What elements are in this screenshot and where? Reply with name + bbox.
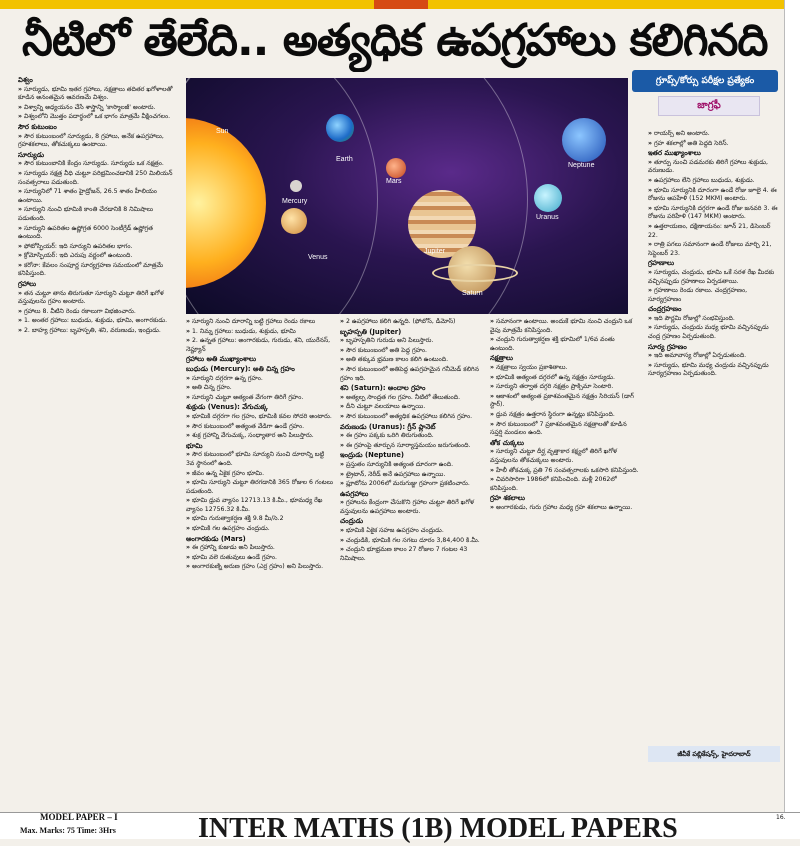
neptune-graphic — [562, 118, 606, 162]
body-paragraph: » క్రోమోస్ఫియర్: ఇది ఎరుపు వర్ణంలో ఉంటుంది. — [18, 252, 178, 261]
section-heading: ఇంద్రుడు (Neptune) — [340, 451, 404, 460]
body-paragraph: » చంద్రుడికి, భూమికి గల సగటు దూరం 3,84,400 కి.మీ. — [340, 537, 484, 546]
body-paragraph: » నక్షత్రాలు స్వయం ప్రకాశితాలు. — [490, 364, 640, 373]
article-column-5 — [648, 130, 780, 742]
article-column-1 — [18, 76, 178, 810]
section-heading: గ్రహాలు — [18, 280, 37, 289]
body-paragraph: » కరోనా: కేవలం సంపూర్ణ సూర్యగ్రహణ సమయంలో మాత్రమే కనిపిస్తుంది. — [18, 262, 178, 279]
body-paragraph: » హేలీ తోకచుక్క ప్రతి 76 సంవత్సరాలకు ఒకసారి కనిపిస్తుంది. — [490, 467, 640, 476]
page-number: 16. — [776, 814, 786, 821]
section-heading: గ్రహాలు అతి ముఖ్యాంశాలు — [186, 355, 257, 364]
section-heading: చంద్రుడు — [340, 517, 364, 526]
section-heading: సౌర కుటుంబం — [18, 122, 57, 131]
body-paragraph: » సౌర కుటుంబానికి కేంద్రం సూర్యుడు. సూర్యుడు ఒక నక్షత్రం. — [18, 160, 178, 169]
saturn-label: Saturn — [462, 290, 483, 297]
body-paragraph: » భూమికి దగ్గరగా గల గ్రహం, భూమికి కవల సోదరి అంటారు. — [186, 413, 334, 422]
section-heading: చంద్రగ్రహణం — [648, 305, 682, 314]
body-paragraph: » ఈ గ్రహంపై తూర్పున సూర్యాస్తమయం జరుగుతుంది. — [340, 442, 484, 451]
body-paragraph: » సూర్యుని చుట్టూ అత్యంత వేగంగా తిరిగే గ్రహం. — [186, 394, 334, 403]
section-heading: బృహస్పతి (Jupiter) — [340, 327, 402, 336]
body-paragraph: » సూర్యుడు నక్షత్ర వీధి చుట్టూ పరిభ్రమించడానికి 250 మిలియన్ సంవత్సరాలు పడుతుంది. — [18, 170, 178, 187]
body-paragraph: » భూమికి అత్యంత దగ్గరలో ఉన్న నక్షత్రం సూర్యుడు. — [490, 374, 640, 383]
body-paragraph: » సౌర కుటుంబంలో అత్యధిక ఉపగ్రహాలు కలిగిన గ్రహం. — [340, 413, 484, 422]
body-paragraph: » గ్రహాలు 8. వీటిని రెండు రకాలుగా విభజించారు. — [18, 308, 178, 317]
body-paragraph: » భూమికి గల ఉపగ్రహం చంద్రుడు. — [186, 525, 334, 534]
body-paragraph: » సమానంగా ఉంటాయి. అందుకే భూమి నుంచి చంద్రుని ఒక వైపు మాత్రమే కనిపిస్తుంది. — [490, 318, 640, 335]
section-heading: శని (Saturn): అందాల గ్రహం — [340, 384, 426, 393]
body-paragraph: » ఇది పౌర్ణమి రోజుల్లో సంభవిస్తుంది. — [648, 315, 780, 324]
sun-label: Sun — [216, 128, 229, 135]
body-paragraph: » సూర్యుని ఉపరితల ఉష్ణోగ్రత 6000 సెంటీగ్రేడ్ ఉష్ణోగ్రత ఉంటుంది. — [18, 225, 178, 242]
venus-label: Venus — [308, 254, 328, 261]
mars-label: Mars — [386, 178, 402, 185]
body-paragraph: » సౌర కుటుంబంలో సూర్యుడు, 8 గ్రహాలు, అనేక ఉపగ్రహాలు, గ్రహశకలాలు, తోకచుక్కలు ఉంటాయి. — [18, 133, 178, 150]
section-heading: తోక చుక్కలు — [490, 438, 524, 447]
body-paragraph: » భూమికి ఏకైక సహజ ఉపగ్రహం చంద్రుడు. — [340, 527, 484, 536]
body-paragraph: » ప్రస్తుతం సూర్యునికి అత్యంత దూరంగా ఉంది. — [340, 461, 484, 470]
body-paragraph: » సూర్యుని నుంచి భూమికి కాంతి చేరడానికి 8 నిమిషాలు పడుతుంది. — [18, 206, 178, 223]
article-headline: నీటిలో తేలేది.. అత్యధిక ఉపగ్రహాలు కలిగినది — [22, 15, 768, 66]
body-paragraph: » గ్రహాలను కేంద్రంగా చేసుకొని గ్రహాల చుట్టూ తిరిగే ఖగోళ వస్తువులను ఉపగ్రహాలు అంటారు. — [340, 499, 484, 516]
body-paragraph: » ధ్రువ నక్షత్రం ఉత్తరాన స్థిరంగా ఉన్నట్లు కనిపిస్తుంది. — [490, 411, 640, 420]
saturn-ring-graphic — [432, 264, 518, 282]
model-paper-label: MODEL PAPER – I — [40, 812, 118, 822]
body-paragraph: » అతి తక్కువ భ్రమణ కాలం కలిగి ఉంటుంది. — [340, 356, 484, 365]
body-paragraph: » సౌర కుటుంబంలో అతి పెద్ద గ్రహం. — [340, 347, 484, 356]
body-paragraph: » చంద్రుని గురుత్వాకర్షణ శక్తి భూమిలో 1/6వ వంతు ఉంటుంది. — [490, 336, 640, 353]
neptune-label: Neptune — [568, 162, 595, 169]
uranus-graphic — [534, 184, 562, 212]
body-paragraph: » ఫోటోస్ఫియర్: ఇది సూర్యుని ఉపరితల భాగం. — [18, 243, 178, 252]
body-paragraph: » సౌర కుటుంబంలో అతిపెద్ద ఉపగ్రహమైన గనీమెడ్ కలిగిన గ్రహం ఇది. — [340, 366, 484, 383]
body-paragraph: » అంగారకుడు, గురు గ్రహాల మధ్య గ్రహ శకలాలు ఉన్నాయి. — [490, 504, 640, 513]
section-heading: వరుణుడు (Uranus): గ్రీన్ ప్లానెట్ — [340, 422, 436, 431]
body-paragraph: » 1. నిమ్న గ్రహాలు: బుధుడు, శుక్రుడు, భూమి — [186, 328, 334, 337]
venus-graphic — [281, 208, 307, 234]
section-heading: సూర్యుడు — [18, 150, 45, 159]
mercury-graphic — [290, 180, 302, 192]
subject-badge: జాగ్రఫీ — [658, 96, 760, 116]
article-column-3 — [340, 318, 484, 810]
body-paragraph: » అంగారకుణ్ని అరుణ గ్రహం (ఎర్ర గ్రహం) అని పిలుస్తారు. — [186, 563, 334, 572]
mars-graphic — [386, 158, 406, 178]
max-marks-label: Max. Marks: 75 Time: 3Hrs — [20, 826, 116, 835]
section-heading: అంగారకుడు (Mars) — [186, 534, 246, 543]
section-heading: ఉపగ్రహాలు — [340, 489, 369, 498]
body-paragraph: » ఈ గ్రహాన్ని కుజుడు అని పిలుస్తారు. — [186, 544, 334, 553]
article-column-4 — [490, 318, 640, 810]
body-paragraph: » ఉపగ్రహాలు లేని గ్రహాలు బుధుడు, శుక్రుడు. — [648, 177, 780, 186]
body-paragraph: » ఆకాశంలో అత్యంత ప్రకాశవంతమైన నక్షత్రం సిరియస్ (డాగ్ స్టార్). — [490, 393, 640, 410]
body-paragraph: » 1. అంతర గ్రహాలు: బుధుడు, శుక్రుడు, భూమి, అంగారకుడు. — [18, 317, 178, 326]
body-paragraph: » సూర్యుడు, భూమి మధ్య చంద్రుడు వచ్చినప్పుడు సూర్యగ్రహణం ఏర్పడుతుంది. — [648, 362, 780, 379]
section-heading: ఇతర ముఖ్యాంశాలు — [648, 149, 701, 158]
body-paragraph: » ఇది అమావాస్య రోజుల్లో ఏర్పడుతుంది. — [648, 352, 780, 361]
jupiter-label: Jupiter — [424, 248, 446, 255]
body-paragraph: » ఉత్తరాయణం, దక్షిణాయనం: జూన్ 21, డిసెంబర్ 22. — [648, 223, 780, 240]
adjacent-page-strip — [784, 0, 800, 838]
body-paragraph: » సూర్యుడు, చంద్రుడు, భూమి ఒకే సరళ రేఖ మీదకు వచ్చినప్పుడు గ్రహణాలు ఏర్పడతాయి. — [648, 269, 780, 286]
uranus-label: Uranus — [536, 214, 559, 221]
body-paragraph: » సౌర కుటుంబంలో 7 ప్రకాశవంతమైన నక్షత్రాలతో కూడిన సప్తర్షి మండలం ఉంది. — [490, 421, 640, 438]
exam-special-banner: గ్రూప్స్/కోర్సు పరీక్షల ప్రత్యేకం — [632, 70, 778, 92]
body-paragraph: » ప్లూటోను 2006లో మరుగుజ్జు గ్రహంగా ప్రకటించారు. — [340, 480, 484, 489]
body-paragraph: » సూర్యునిలో 71 శాతం హైడ్రోజన్, 26.5 శాతం హీలియం ఉంటాయి. — [18, 188, 178, 205]
body-paragraph: » సూర్యుని నుంచి దూరాన్ని బట్టి గ్రహాలు రెండు రకాలు — [186, 318, 334, 327]
section-heading: బుధుడు (Mercury): అతి చిన్న గ్రహం — [186, 364, 295, 373]
section-heading: భూమి — [186, 441, 203, 450]
body-paragraph: » సూర్యుని చుట్టూ దీర్ఘ వృత్తాకార కక్ష్యలో తిరిగే ఖగోళ వస్తువులను తోకచుక్కలు అంటారు. — [490, 448, 640, 465]
body-paragraph: » తూర్పు నుంచి పడమరకు తిరిగే గ్రహాలు శుక్రుడు, వరుణుడు. — [648, 159, 780, 176]
article-column-2 — [186, 318, 334, 810]
body-paragraph: » చివరిసారిగా 1986లో కనిపించింది. మళ్లీ 2062లో కనిపిస్తుంది. — [490, 476, 640, 493]
body-paragraph: » జీవం ఉన్న ఏకైక గ్రహం భూమి. — [186, 470, 334, 479]
body-paragraph: » తన చుట్టూ తాను తిరుగుతూ సూర్యుని చుట్టూ తిరిగే ఖగోళ వస్తువులను గ్రహం అంటారు. — [18, 290, 178, 307]
body-paragraph: » అత్యల్ప సాంద్రత గల గ్రహం. నీటిలో తేలుతుంది. — [340, 394, 484, 403]
section-heading: నక్షత్రాలు — [490, 354, 513, 363]
body-paragraph: » సౌర కుటుంబంలో అత్యంత వేడిగా ఉండే గ్రహం. — [186, 423, 334, 432]
body-paragraph: » శుక్ర గ్రహాన్ని వేగుచుక్క, సంధ్యాతార అని పిలుస్తారు. — [186, 432, 334, 441]
body-paragraph: » ఈ గ్రహం పక్కకు ఒరిగి తిరుగుతుంది. — [340, 432, 484, 441]
body-paragraph: » బృహస్పతిని గురుడు అని పిలుస్తారు. — [340, 337, 484, 346]
body-paragraph: » భూమి గురుత్వాకర్షణ శక్తి 9.8 మీ/సె.2 — [186, 515, 334, 524]
body-paragraph: » దీని చుట్టూ వలయాలు ఉన్నాయి. — [340, 403, 484, 412]
body-paragraph: » 2 ఉపగ్రహాలు కలిగి ఉన్నది. (ఫోబోస్, డీమోస్) — [340, 318, 484, 327]
body-paragraph: » 2. బాహ్య గ్రహాలు: బృహస్పతి, శని, వరుణుడు, ఇంద్రుడు. — [18, 327, 178, 336]
mercury-label: Mercury — [282, 198, 308, 205]
body-paragraph: » గ్రహ శకలాల్లో అతి పెద్దది సెరిస్. — [648, 140, 780, 149]
body-paragraph: » సూర్యుని దగ్గరగా ఉన్న గ్రహం. — [186, 375, 334, 384]
body-paragraph: » భూమి వలె రుతువులు ఉండే గ్రహం. — [186, 554, 334, 563]
body-paragraph: » 2. ఉన్నత గ్రహాలు: అంగారకుడు, గురుడు, శని, యురేనస్, నెప్ట్యూన్ — [186, 337, 334, 354]
body-paragraph: » రాయర్స్ అని అంటారు. — [648, 130, 780, 139]
body-paragraph: » రాత్రి పగలు సమానంగా ఉండే రోజులు మార్చి 21, సెప్టెంబర్ 23. — [648, 241, 780, 258]
earth-label: Earth — [336, 156, 353, 163]
body-paragraph: » విశ్వంలోని మొత్తం పదార్థంలో ఒక భాగం మాత్రమే వీక్షించగలం. — [18, 113, 178, 122]
body-paragraph: » సూర్యుడు, చంద్రుడు మధ్య భూమి వచ్చినప్పుడు చంద్ర గ్రహణం ఏర్పడుతుంది. — [648, 324, 780, 341]
body-paragraph: » భూమి సూర్యుని చుట్టూ తిరగడానికి 365 రోజుల 6 గంటలు పడుతుంది. — [186, 479, 334, 496]
earth-graphic — [326, 114, 354, 142]
publisher-credit: జీవీకే పబ్లికేషన్స్, హైదరాబాద్ — [648, 746, 780, 762]
body-paragraph: » చంద్రుని భూభ్రమణ కాలం 27 రోజుల 7 గంటల 43 నిమిషాలు. — [340, 546, 484, 563]
section-heading: గ్రహ శకలాలు — [490, 494, 525, 503]
top-color-bar — [0, 0, 800, 9]
bottom-headline: INTER MATHS (1B) MODEL PAPERS — [198, 813, 678, 844]
section-heading: సూర్య గ్రహణం — [648, 342, 687, 351]
body-paragraph: » అతి చిన్న గ్రహం. — [186, 384, 334, 393]
section-heading: విశ్వం — [18, 76, 33, 84]
section-heading: శుక్రుడు (Venus): వేగుచుక్క — [186, 403, 268, 412]
body-paragraph: » గ్రహణాలు రెండు రకాలు. చంద్రగ్రహణం, సూర్యగ్రహణం — [648, 287, 780, 304]
body-paragraph: » సూర్యుడు, భూమి ఇతర గ్రహాలు, నక్షత్రాలు తదితర ఖగోళాలతో కూడిన అనంతమైన ఆవరణమే విశ్వం. — [18, 86, 178, 103]
body-paragraph: » సూర్యుని తర్వాత దగ్గరి నక్షత్రం ప్రాక్సిమా సెంటారి. — [490, 383, 640, 392]
body-paragraph: » భూమి సూర్యునికి దగ్గరగా ఉండే రోజు జనవరి 3. ఈ రోజును పరిహేళి (147 MKM) అంటారు. — [648, 205, 780, 222]
body-paragraph: » ట్రైటాన్, నెరీడ్ అనే ఉపగ్రహాలు ఉన్నాయి. — [340, 471, 484, 480]
body-paragraph: » సౌర కుటుంబంలో భూమి సూర్యుని నుంచి దూరాన్ని బట్టి 3వ స్థానంలో ఉంది. — [186, 451, 334, 468]
top-color-notch — [374, 0, 428, 9]
body-paragraph: » భూమి సూర్యునికి దూరంగా ఉండే రోజు జూలై 4. ఈ రోజును అపహేళి (152 MKM) అంటారు. — [648, 187, 780, 204]
body-paragraph: » భూమి ధ్రువ వ్యాసం 12713.13 కి.మీ., భూమధ్య రేఖ వ్యాసం 12756.32 కి.మీ. — [186, 497, 334, 514]
solar-system-illustration — [186, 78, 628, 314]
body-paragraph: » విశ్వాన్ని అధ్యయనం చేసే శాస్త్రాన్ని 'కాస్మాలజీ' అంటారు. — [18, 104, 178, 113]
section-heading: గ్రహణాలు — [648, 259, 675, 268]
